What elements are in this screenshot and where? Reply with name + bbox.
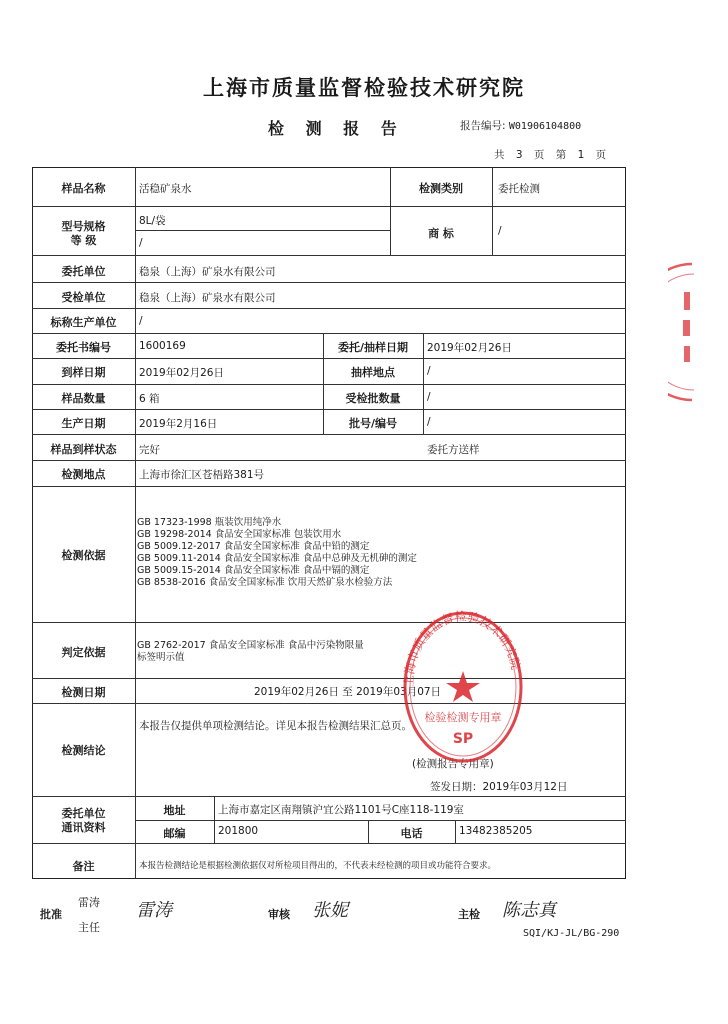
issue-date [430,779,567,794]
official-seal-stamp [402,609,524,765]
report-number-value: W01906104800 [508,121,582,132]
order-no-value: 1600169 [139,340,186,352]
order-no-label: 委托书编号 [56,341,111,354]
page-current-unit: 页 [595,149,608,161]
judge-item: 标签明示值 [137,652,185,663]
phone-label: 电话 [400,827,423,840]
sample-name-label: 样品名称 [61,182,106,195]
reviewer-signature: 张妮 [312,900,348,921]
address-label: 地址 [163,804,186,817]
approver-title: 主任 [78,921,100,934]
basis-label: 检测依据 [61,549,106,562]
issue-date-value: 2019年03月12日 [482,781,568,793]
doc-title: 检 测 报 告 [268,119,405,138]
report-number-label: 报告编号: [460,120,506,132]
sample-name: 活稳矿泉水 [139,183,192,195]
page-total: 3 [515,149,524,161]
sampling-place-value: / [427,365,431,377]
client-value: 稳泉（上海）矿泉水有限公司 [139,266,276,278]
judge-label: 判定依据 [61,646,106,659]
svg-text:SP: SP [452,731,474,747]
grade-value: / [139,237,143,249]
page-total-unit: 页 [533,149,546,161]
location-value: 上海市徐汇区苍梧路381号 [139,469,265,481]
address-value: 上海市嘉定区南翔镇沪宜公路1101号C座118-119室 [218,804,464,816]
postcode-value: 201800 [218,825,259,837]
approve-label: 批准 [40,908,62,921]
prod-date-label: 生产日期 [61,417,106,430]
quantity-value: 6 箱 [139,393,160,405]
approver-signature: 雷涛 [136,900,172,921]
sample-state-label: 样品到样状态 [50,443,117,456]
location-label: 检测地点 [61,468,106,481]
sample-state-value: 完好 [139,444,160,456]
inspected-value: 稳泉（上海）矿泉水有限公司 [139,292,276,304]
sample-delivery-value: 委托方送样 [427,444,480,456]
form-code: SQI/KJ-JL/BG-290 [523,928,620,939]
test-date-label: 检测日期 [61,686,106,699]
inspector-signature: 陈志真 [502,900,556,921]
judge-item: GB 2762-2017 食品安全国家标准 食品中污染物限量 [137,640,364,651]
remark-text: 本报告检测结论是根据检测依据仅对所检项目得出的，不代表未经检测的项目或功能符合要求。 [139,861,497,871]
postcode-label: 邮编 [163,827,186,840]
trademark-label: 商 标 [428,227,454,240]
edge-seal-fragment [668,262,694,402]
conclusion-label: 检测结论 [61,744,106,757]
approver-name: 雷涛 [78,896,100,909]
batch-qty-label: 受检批数量 [345,392,401,405]
test-category-label: 检测类别 [419,182,463,195]
institute-title: 上海市质量监督检验技术研究院 [203,76,525,100]
review-label: 审核 [268,908,290,921]
basis-item: GB 5009.11-2014 食品安全国家标准 食品中总砷及无机砷的测定 [137,553,417,564]
client-label: 委托单位 [61,265,106,278]
contact-label-1: 委托单位 [61,807,106,820]
test-date-value: 2019年02月26日 至 2019年03月07日 [254,686,442,698]
inspected-label: 受检单位 [61,291,106,304]
contact-label-2: 通讯资料 [61,821,106,834]
report-number [460,118,581,133]
page-total-prefix: 共 [494,149,506,161]
sampling-date-value: 2019年02月26日 [427,342,512,354]
basis-item: GB 17323-1998 瓶装饮用纯净水 [137,517,282,528]
arrival-date-label: 到样日期 [61,366,106,379]
seal-note: (检测报告专用章) [412,758,494,770]
conclusion-text: 本报告仅提供单项检测结论。详见本报告检测结果汇总页。 [139,720,412,732]
basis-item: GB 8538-2016 食品安全国家标准 饮用天然矿泉水检验方法 [137,577,393,588]
issue-date-label: 签发日期： [430,781,483,793]
page-current: 1 [577,149,586,161]
producer-value: / [139,315,143,327]
model-value: 8L/袋 [139,215,166,227]
basis-item: GB 5009.12-2017 食品安全国家标准 食品中铅的测定 [137,541,370,552]
model-label: 型号规格 [61,220,106,233]
test-category: 委托检测 [498,183,540,195]
prod-date-value: 2019年2月16日 [139,418,218,430]
sampling-place-label: 抽样地点 [351,366,395,379]
arrival-date-value: 2019年02月26日 [139,367,224,379]
quantity-label: 样品数量 [61,392,106,405]
remark-label: 备注 [72,860,95,873]
svg-text:上海市质量监督检验技术研究院: 上海市质量监督检验技术研究院 [402,609,523,688]
batch-no-value: / [427,416,431,428]
phone-value: 13482385205 [459,825,533,837]
trademark-value: / [498,225,502,237]
page-count [494,147,613,162]
page-current-prefix: 第 [555,149,568,161]
sampling-date-label: 委托/抽样日期 [337,341,409,354]
inspect-label: 主检 [458,908,480,921]
batch-qty-value: / [427,391,431,403]
batch-no-label: 批号/编号 [348,417,398,430]
basis-item: GB 5009.15-2014 食品安全国家标准 食品中镉的测定 [137,565,370,576]
grade-label: 等 级 [70,234,97,247]
svg-text:检验检测专用章: 检验检测专用章 [424,711,502,724]
producer-label: 标称生产单位 [50,316,117,329]
basis-item: GB 19298-2014 食品安全国家标准 包装饮用水 [137,529,342,540]
